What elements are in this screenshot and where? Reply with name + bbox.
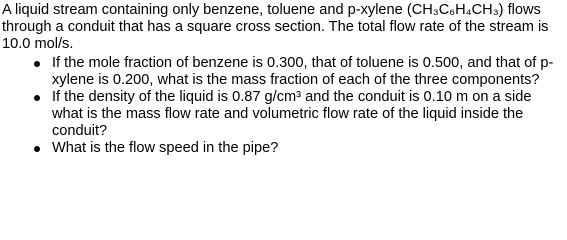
question-text: If the density of the liquid is 0.87 g/cm³ and the conduit is 0.10 m on a side what is the mass flow rate and volumetric flow rate of the liquid inside the conduit? (52, 89, 532, 139)
question-list (2, 55, 563, 157)
question-text: If the mole fraction of benzene is 0.300, that of toluene is 0.500, and that of p-xylene is 0.200, what is the mass fraction of each of the three components? (52, 55, 554, 88)
question-item (34, 89, 563, 140)
question-item (34, 140, 563, 157)
bullet-icon (34, 146, 40, 152)
problem-intro: A liquid stream containing only benzene, toluene and p-xylene (CH₃C₆H₄CH₃) flows through a conduit that has a square cross section. The total flow rate of the stream is 10.0 mol/s. (2, 2, 549, 52)
bullet-icon (34, 95, 40, 101)
bullet-icon (34, 61, 40, 67)
question-item (34, 55, 563, 89)
question-text: What is the flow speed in the pipe? (52, 140, 279, 156)
